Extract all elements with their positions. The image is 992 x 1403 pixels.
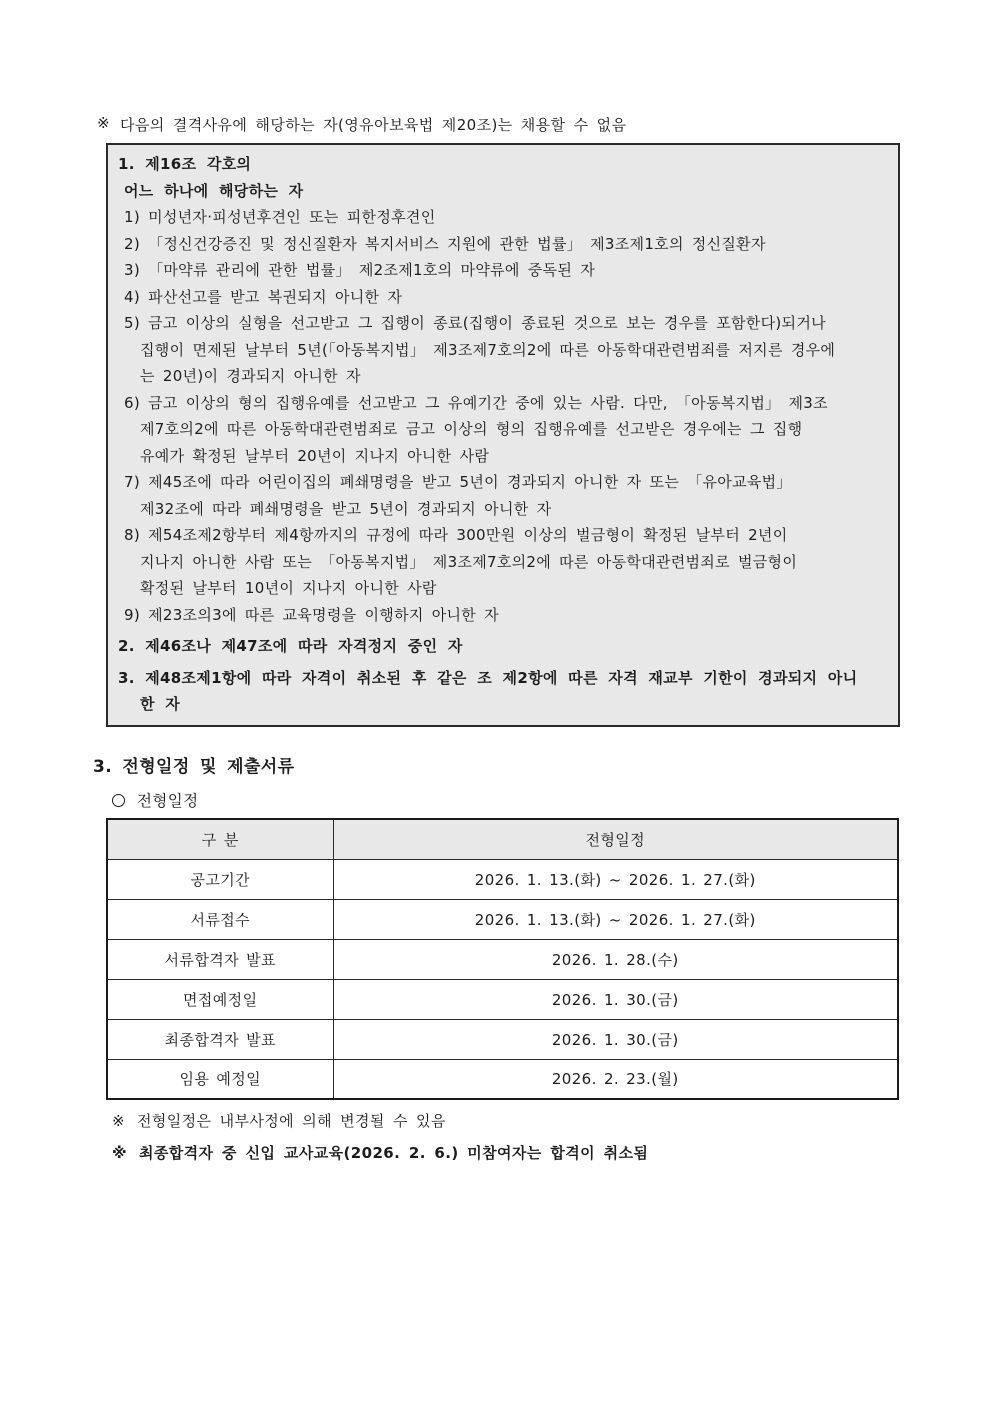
box-line: 3. 제48조제1항에 따라 자격이 취소된 후 같은 조 제2항에 따른 자격 재교부 기한이 경과되지 아니 — [118, 668, 858, 687]
circle-bullet-icon — [112, 794, 125, 807]
table-row — [107, 1019, 898, 1059]
disqualification-note-text: 다음의 결격사유에 해당하는 자(영유아보육법 제20조)는 채용할 수 없음 — [119, 116, 627, 134]
footnote-text: 전형일정은 내부사정에 의해 변경될 수 있음 — [136, 1112, 446, 1130]
table-row — [107, 859, 898, 899]
disqualification-criteria-box — [106, 143, 900, 727]
row-value: 2026. 1. 28.(수) — [333, 939, 898, 979]
box-line: 는 20년)이 경과되지 아니한 자 — [140, 367, 361, 385]
reference-mark: ※ — [112, 1112, 125, 1130]
footnote-text: 최종합격자 중 신입 교사교육(2026. 2. 6.) 미참여자는 합격이 취소됨 — [138, 1144, 649, 1162]
row-label: 공고기간 — [107, 859, 333, 899]
row-label: 서류합격자 발표 — [107, 939, 333, 979]
box-line: 유예가 확정된 날부터 20년이 지나지 아니한 사람 — [140, 446, 490, 465]
box-line: 4) 파산선고를 받고 복권되지 아니한 자 — [124, 287, 403, 306]
row-value: 2026. 1. 30.(금) — [333, 979, 898, 1019]
subsection-heading — [112, 789, 199, 811]
schedule-table — [106, 818, 899, 1100]
box-line: 한 자 — [140, 695, 181, 713]
box-line: 3) 「마약류 관리에 관한 법률」 제2조제1호의 마약류에 중독된 자 — [124, 261, 595, 279]
table-header-row — [107, 819, 898, 859]
row-label: 최종합격자 발표 — [107, 1019, 333, 1059]
box-line: 7) 제45조에 따라 어린이집의 폐쇄명령을 받고 5년이 경과되지 아니한 자 또는 「유아교육법」 — [124, 473, 792, 491]
box-line: 9) 제23조의3에 따른 교육명령을 이행하지 아니한 자 — [124, 605, 499, 624]
footnote-training-requirement — [112, 1142, 912, 1164]
header-category: 구 분 — [107, 819, 333, 859]
footnotes — [112, 1110, 912, 1174]
table-row — [107, 1059, 898, 1099]
reference-mark: ※ — [97, 114, 110, 132]
box-line: 2. 제46조나 제47조에 따라 자격정지 중인 자 — [118, 637, 463, 655]
table-row — [107, 939, 898, 979]
row-label: 면접예정일 — [107, 979, 333, 1019]
box-line: 제32조에 따라 폐쇄명령을 받고 5년이 경과되지 아니한 자 — [140, 499, 552, 518]
row-value: 2026. 1. 13.(화) ~ 2026. 1. 27.(화) — [333, 859, 898, 899]
reference-mark: ※ — [112, 1144, 127, 1162]
box-line: 6) 금고 이상의 형의 집행유예를 선고받고 그 유예기간 중에 있는 사람. 다만, 「아동복지법」 제3조 — [124, 393, 828, 412]
row-value: 2026. 2. 23.(월) — [333, 1059, 898, 1099]
footnote-schedule-change — [112, 1110, 912, 1132]
section-title: 3. 전형일정 및 제출서류 — [93, 757, 295, 777]
row-label: 서류접수 — [107, 899, 333, 939]
disqualification-note — [97, 114, 957, 135]
box-line: 8) 제54조제2항부터 제4항까지의 규정에 따라 300만원 이상의 벌금형이 확정된 날부터 2년이 — [124, 526, 788, 544]
header-schedule: 전형일정 — [333, 819, 898, 859]
row-value: 2026. 1. 30.(금) — [333, 1019, 898, 1059]
box-line: 어느 하나에 해당하는 자 — [124, 181, 304, 200]
box-line: 1) 미성년자·피성년후견인 또는 피한정후견인 — [124, 208, 436, 226]
row-label: 임용 예정일 — [107, 1059, 333, 1099]
box-line: 집행이 면제된 날부터 5년(「아동복지법」 제3조제7호의2에 따른 아동학대관련범죄를 저지른 경우에 — [140, 340, 836, 359]
row-value: 2026. 1. 13.(화) ~ 2026. 1. 27.(화) — [333, 899, 898, 939]
box-line: 5) 금고 이상의 실형을 선고받고 그 집행이 종료(집행이 종료된 것으로 보는 경우를 포함한다)되거나 — [124, 314, 826, 332]
box-line: 1. 제16조 각호의 — [118, 155, 252, 173]
box-line: 2) 「정신건강증진 및 정신질환자 복지서비스 지원에 관한 법률」 제3조제1호의 정신질환자 — [124, 234, 766, 253]
table-row — [107, 979, 898, 1019]
box-line: 확정된 날부터 10년이 지나지 아니한 사람 — [140, 579, 437, 597]
table-row — [107, 899, 898, 939]
box-line: 제7호의2에 따른 아동학대관련범죄로 금고 이상의 형의 집행유예를 선고받은 경우에는 그 집행 — [140, 420, 803, 438]
subsection-title: 전형일정 — [137, 792, 199, 810]
box-line: 지나지 아니한 사람 또는 「아동복지법」 제3조제7호의2에 따른 아동학대관련범죄로 벌금형이 — [140, 552, 798, 571]
